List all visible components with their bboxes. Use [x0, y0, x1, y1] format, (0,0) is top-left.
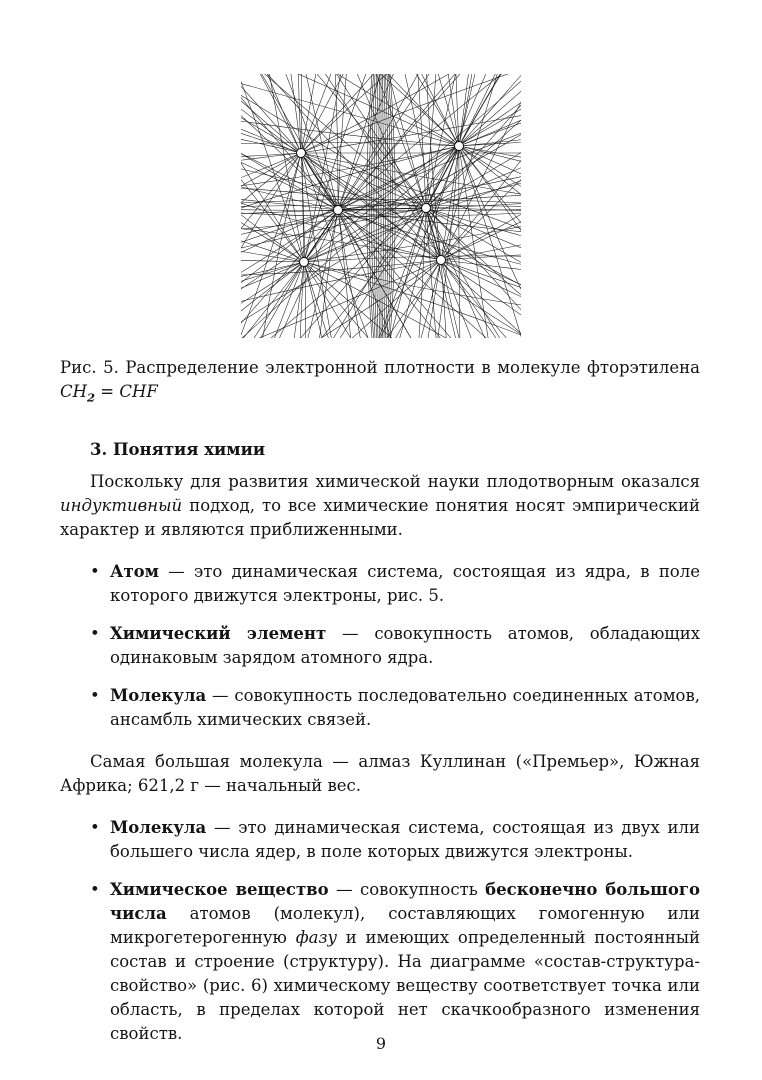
field-line [248, 74, 426, 208]
text-segment: бесконечно большого числа [110, 880, 700, 923]
text-segment: Атом [110, 562, 160, 581]
field-line [459, 146, 521, 338]
definition-text [110, 818, 700, 861]
field-line [241, 102, 459, 146]
field-line [384, 74, 386, 338]
list-item-chemical-element [60, 622, 700, 670]
nucleus [300, 258, 309, 267]
nucleus [334, 206, 343, 215]
text-segment: Поскольку для развития химической науки плодотворным оказался [90, 472, 700, 491]
bullet-icon: • [90, 818, 100, 837]
text-segment: индуктивный [60, 496, 183, 515]
field-line [241, 262, 304, 338]
field-line [441, 260, 516, 338]
field-line [304, 262, 364, 338]
bullet-icon: • [90, 686, 100, 705]
text-segment: Рис. 5. Распределение электронной плотности в молекуле фторэтилена [60, 358, 700, 377]
nucleus [455, 142, 464, 151]
nucleus [297, 149, 306, 158]
bullet-icon: • [90, 624, 100, 643]
field-line [241, 262, 304, 338]
field-line [459, 146, 521, 338]
text-segment: Самая большая молекула — алмаз Куллинан («Премьер», Южная Африка; 621,2 г — начальный вес. [60, 752, 700, 795]
text-segment: Химическое вещество [110, 880, 329, 899]
definition-text [110, 880, 700, 1043]
field-line [241, 182, 426, 208]
definition-text [110, 562, 700, 605]
text-segment: — совокупность атомов, обладающих одинаковым зарядом атомного ядра. [110, 624, 700, 667]
paragraph-molecule-note [60, 750, 700, 798]
figure-caption [60, 356, 700, 404]
definitions-list-1 [60, 560, 700, 732]
figure-5 [241, 74, 521, 338]
field-line [459, 146, 521, 338]
text-segment: Химический элемент [110, 624, 327, 643]
bullet-icon: • [90, 562, 100, 581]
field-line [241, 262, 304, 322]
field-line [304, 262, 521, 320]
field-line [459, 146, 521, 338]
field-line [241, 94, 301, 153]
nucleus [422, 204, 431, 213]
list-item-atom [60, 560, 700, 608]
definitions-list-2 [60, 816, 700, 1046]
electron-density-figure [241, 74, 521, 338]
field-line [241, 262, 304, 338]
section-heading: 3. Понятия химии [90, 440, 266, 459]
bullet-icon: • [90, 880, 100, 899]
text-segment: и имеющих определенный постоянный состав и строение (структуру). На диаграмме «состав-структура-свойство» (рис. 6) химическому веществу соответствует точка или область, в пределах которой нет скачкообразного изменения свойств. [110, 928, 700, 1043]
list-item-chemical-substance [60, 878, 700, 1046]
field-line [241, 262, 304, 338]
text-segment: Молекула [110, 818, 207, 837]
definition-text [110, 624, 700, 667]
list-item-molecule [60, 684, 700, 732]
text-segment: — это динамическая система, состоящая из ядра, в поле которого движутся электроны, рис. 5. [110, 562, 700, 605]
list-item-molecule-2 [60, 816, 700, 864]
text-segment: фазу [295, 928, 338, 947]
text-segment: Молекула [110, 686, 207, 705]
text-segment: — совокупность последовательно соединенных атомов, ансамбль химических связей. [110, 686, 700, 729]
text-segment: атомов (молекул), составляющих гомогенную или микрогетерогенную [110, 904, 700, 947]
definition-text [110, 686, 700, 729]
field-line [406, 74, 459, 146]
field-line [297, 74, 301, 153]
field-line [459, 146, 521, 338]
paragraph-intro [60, 470, 700, 542]
text-segment: CH [60, 382, 88, 401]
field-line [241, 262, 304, 338]
text-segment: — это динамическая система, состоящая из двух или большего числа ядер, в поле которых движутся электроны. [110, 818, 700, 861]
field-line [304, 262, 421, 338]
text-segment: — совокупность [328, 880, 486, 899]
nucleus [437, 256, 446, 265]
field-line [241, 153, 301, 212]
field-line [426, 208, 521, 234]
text-segment: подход, то все химические понятия носят эмпирический характер и являются приближенными. [60, 496, 700, 539]
text-segment: CHF [119, 382, 158, 401]
page-number: 9 [375, 1034, 387, 1053]
text-segment: = [95, 382, 120, 401]
field-line [241, 262, 304, 338]
text-segment: 2 [87, 390, 96, 405]
